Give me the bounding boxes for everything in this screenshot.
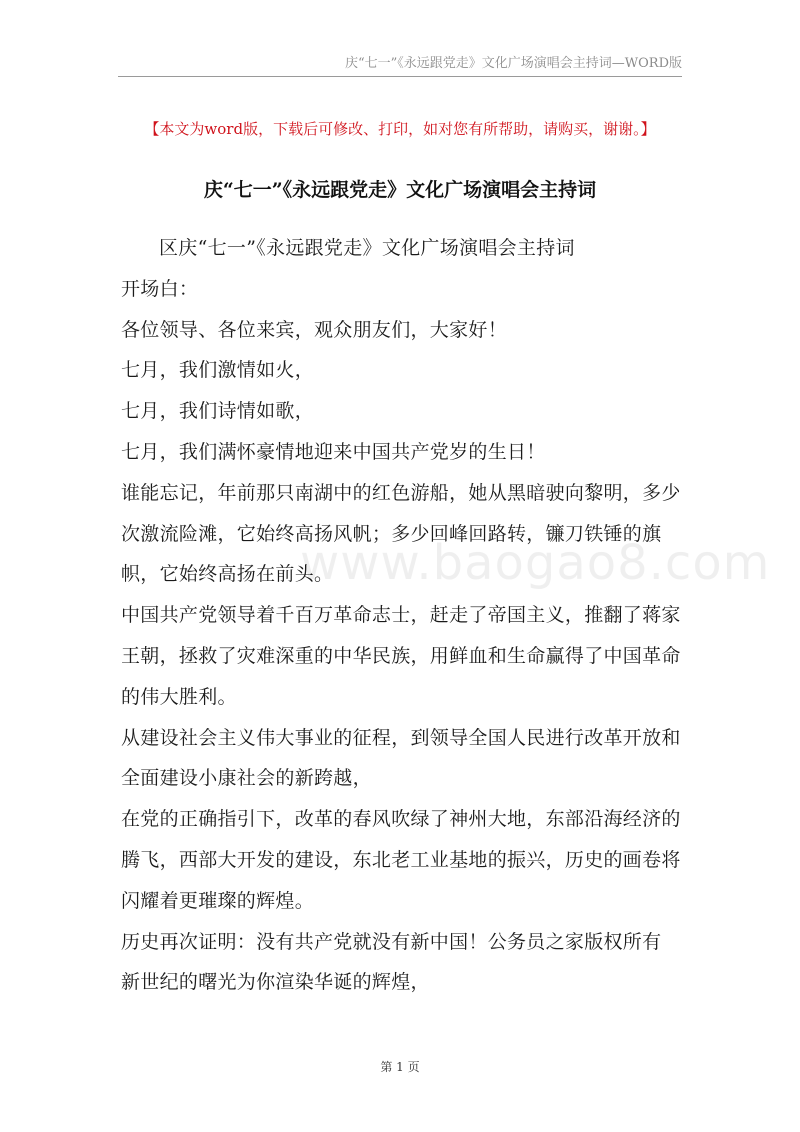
header-divider bbox=[118, 76, 682, 77]
body-paragraph: 七月，我们诗情如歌， bbox=[121, 400, 315, 423]
download-notice: 【本文为word版，下载后可修改、打印，如对您有所帮助，请购买，谢谢。】 bbox=[144, 120, 656, 138]
body-paragraph: 谁能忘记，年前那只南湖中的红色游船，她从黑暗驶向黎明，多少次激流险滩，它始终高扬风帆；多少回峰回路转，镰刀铁锤的旗帜，它始终高扬在前头。 bbox=[121, 481, 681, 586]
document-title: 庆“七一”《永远跟党走》文化广场演唱会主持词 bbox=[203, 179, 597, 201]
body-paragraph: 新世纪的曙光为你渲染华诞的辉煌， bbox=[121, 971, 430, 994]
body-paragraph: 从建设社会主义伟大事业的征程，到领导全国人民进行改革开放和全面建设小康社会的新跨越， bbox=[121, 726, 681, 790]
body-paragraph: 中国共产党领导着千百万革命志士，赶走了帝国主义，推翻了蒋家王朝，拯救了灾难深重的中华民族，用鲜血和生命赢得了中国革命的伟大胜利。 bbox=[121, 604, 681, 708]
page-number: 第 1 页 bbox=[380, 1060, 420, 1074]
body-paragraph: 各位领导、各位来宾，观众朋友们，大家好！ bbox=[121, 318, 508, 341]
document-body bbox=[121, 228, 687, 1003]
body-paragraph: 在党的正确指引下，改革的春风吹绿了神州大地，东部沿海经济的腾飞，西部大开发的建设，东北老工业基地的振兴，历史的画卷将闪耀着更璀璨的辉煌。 bbox=[121, 808, 681, 912]
body-paragraph: 七月，我们满怀豪情地迎来中国共产党岁的生日！ bbox=[121, 440, 546, 463]
running-header: 庆“七一”《永远跟党走》文化广场演唱会主持词—WORD版 bbox=[344, 56, 682, 71]
body-paragraph: 区庆“七一”《永远跟党走》文化广场演唱会主持词 bbox=[159, 237, 575, 259]
watermark: www.baogao8.com bbox=[300, 535, 771, 591]
body-paragraph: 七月，我们激情如火， bbox=[121, 359, 315, 382]
body-paragraph: 历史再次证明：没有共产党就没有新中国！公务员之家版权所有 bbox=[121, 930, 662, 953]
body-paragraph: 开场白： bbox=[121, 277, 199, 300]
